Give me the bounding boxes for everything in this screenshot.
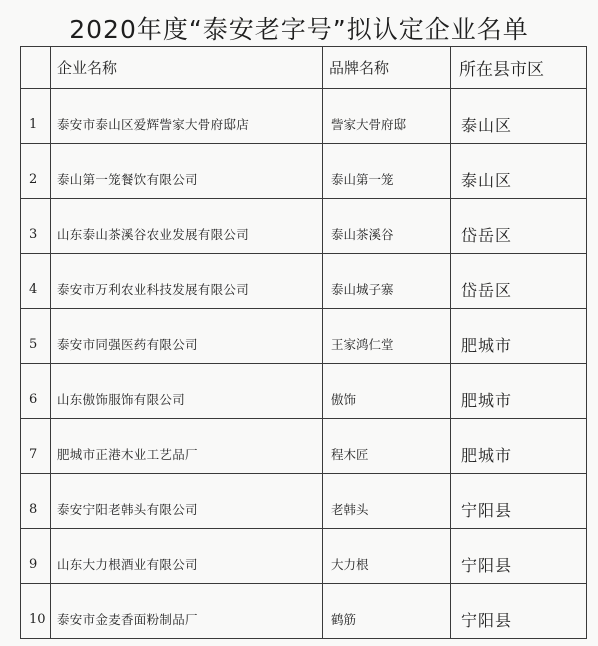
row-number: 4	[21, 254, 51, 309]
table-row	[21, 199, 587, 254]
brand-name: 泰山第一笼	[323, 144, 451, 199]
table-row	[21, 254, 587, 309]
row-number: 10	[21, 584, 51, 639]
enterprise-name: 泰山第一笼餐饮有限公司	[51, 144, 323, 199]
enterprise-name: 山东泰山茶溪谷农业发展有限公司	[51, 199, 323, 254]
row-number: 1	[21, 89, 51, 144]
brand-name: 王家鸿仁堂	[323, 309, 451, 364]
header-enterprise-name: 企业名称	[51, 47, 323, 89]
row-number: 7	[21, 419, 51, 474]
enterprise-name: 山东大力根酒业有限公司	[51, 529, 323, 584]
county-name: 泰山区	[451, 144, 587, 199]
brand-name: 訾家大骨府邸	[323, 89, 451, 144]
table-row	[21, 584, 587, 639]
row-number: 2	[21, 144, 51, 199]
header-number	[21, 47, 51, 89]
table-row	[21, 474, 587, 529]
county-name: 宁阳县	[451, 584, 587, 639]
county-name: 肥城市	[451, 419, 587, 474]
county-name: 宁阳县	[451, 474, 587, 529]
brand-name: 程木匠	[323, 419, 451, 474]
county-name: 岱岳区	[451, 199, 587, 254]
table-row	[21, 419, 587, 474]
brand-name: 鹤筋	[323, 584, 451, 639]
header-county: 所在县市区	[451, 47, 587, 89]
table-header-row	[21, 47, 587, 89]
enterprise-name: 泰安市泰山区爱辉訾家大骨府邸店	[51, 89, 323, 144]
enterprise-name: 泰安宁阳老韩头有限公司	[51, 474, 323, 529]
county-name: 岱岳区	[451, 254, 587, 309]
table-row	[21, 529, 587, 584]
enterprise-name: 泰安市同强医药有限公司	[51, 309, 323, 364]
county-name: 宁阳县	[451, 529, 587, 584]
row-number: 8	[21, 474, 51, 529]
brand-name: 大力根	[323, 529, 451, 584]
header-brand-name: 品牌名称	[323, 47, 451, 89]
brand-name: 老韩头	[323, 474, 451, 529]
county-name: 肥城市	[451, 309, 587, 364]
row-number: 9	[21, 529, 51, 584]
brand-name: 泰山茶溪谷	[323, 199, 451, 254]
enterprise-name: 肥城市正港木业工艺品厂	[51, 419, 323, 474]
table-row	[21, 364, 587, 419]
enterprise-name: 泰安市金麦香面粉制品厂	[51, 584, 323, 639]
table-row	[21, 309, 587, 364]
enterprise-table	[20, 46, 587, 639]
document-title: 2020年度“泰安老字号”拟认定企业名单	[69, 15, 529, 44]
table-row	[21, 144, 587, 199]
county-name: 肥城市	[451, 364, 587, 419]
table-row	[21, 89, 587, 144]
row-number: 6	[21, 364, 51, 419]
enterprise-name: 泰安市万利农业科技发展有限公司	[51, 254, 323, 309]
row-number: 3	[21, 199, 51, 254]
row-number: 5	[21, 309, 51, 364]
enterprise-name: 山东傲饰服饰有限公司	[51, 364, 323, 419]
brand-name: 傲饰	[323, 364, 451, 419]
county-name: 泰山区	[451, 89, 587, 144]
brand-name: 泰山城子寨	[323, 254, 451, 309]
